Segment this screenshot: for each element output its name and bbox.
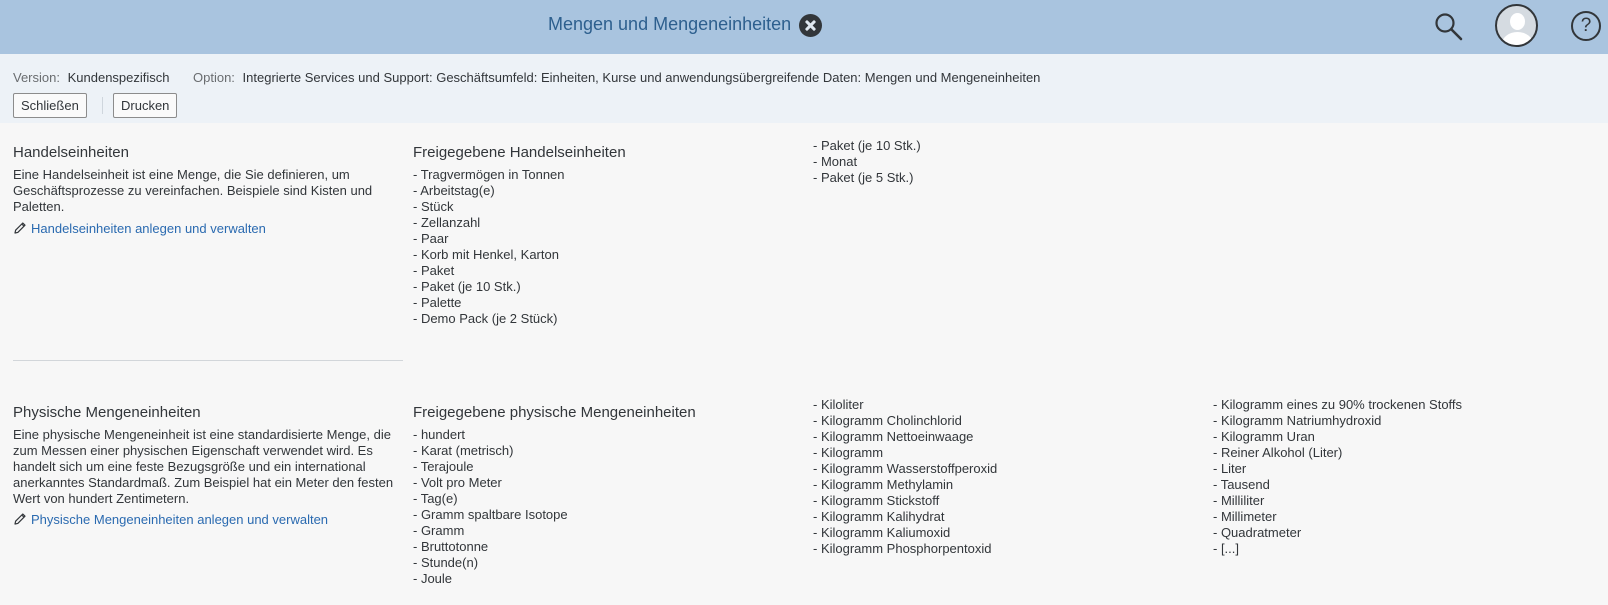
trade-units-description: Eine Handelseinheit ist eine Menge, die Sie definieren, um Geschäftsprozesse zu vereinfachen. Beispiele sind Kisten und Paletten. [13,167,373,214]
physical-units-link[interactable] [13,512,328,527]
unit-list-item: - Kilogramm Phosphorpentoxid [813,541,992,556]
close-icon[interactable] [799,14,822,37]
unit-list-item: - Paket [413,263,455,278]
unit-list-item: - Kilogramm Stickstoff [813,493,940,508]
unit-list-item: - Kilogramm Kalihydrat [813,509,945,524]
unit-list-item: - Reiner Alkohol (Liter) [1213,445,1343,460]
physical-units-list-col3 [1213,397,1462,557]
version-value: Kundenspezifisch [67,70,170,85]
option-info [193,70,1040,85]
unit-list-item: - Arbeitstag(e) [413,183,495,198]
unit-list-item: - Kiloliter [813,397,864,412]
trade-units-list-col2 [813,138,921,186]
unit-list-item: - Paket (je 10 Stk.) [413,279,521,294]
unit-list-item: - Palette [413,295,462,310]
unit-list-item: - Zellanzahl [413,215,481,230]
unit-list-item: - Tag(e) [413,491,458,506]
option-label: Option: [193,70,235,85]
unit-list-item: - [...] [1213,541,1239,556]
unit-list-item: - Liter [1213,461,1247,476]
unit-list-item: - Bruttotonne [413,539,489,554]
unit-list-item: - Paar [413,231,449,246]
unit-list-item: - Monat [813,154,858,169]
trade-units-link-label: Handelseinheiten anlegen und verwalten [31,221,266,236]
unit-list-item: - Korb mit Henkel, Karton [413,247,559,262]
unit-list-item: - Milliliter [1213,493,1265,508]
unit-list-item: - Kilogramm eines zu 90% trockenen Stoffs [1213,397,1463,412]
unit-list-item: - Paket (je 5 Stk.) [813,170,914,185]
physical-units-list-title: Freigegebene physische Mengeneinheiten [413,404,696,421]
version-label: Version: [13,70,60,85]
unit-list-item: - Kilogramm Nettoeinwaage [813,429,974,444]
unit-list-item: - Kilogramm Natriumhydroxid [1213,413,1382,428]
trade-units-list-col1 [413,167,565,327]
trade-units-list-title: Freigegebene Handelseinheiten [413,144,626,161]
unit-list-item: - Tausend [1213,477,1270,492]
unit-list-item: - Terajoule [413,459,474,474]
unit-list-item: - Joule [413,571,453,586]
avatar[interactable] [1495,4,1538,47]
unit-list-item: - hundert [413,427,466,442]
search-icon[interactable] [1434,12,1464,42]
shell-bar [0,0,1608,54]
physical-units-list-col2 [813,397,997,557]
unit-list-item: - Volt pro Meter [413,475,502,490]
unit-list-item: - Gramm [413,523,465,538]
physical-units-title: Physische Mengeneinheiten [13,404,201,421]
physical-units-description: Eine physische Mengeneinheit ist eine standardisierte Menge, die zum Messen einer physischen Eigenschaft verwendet wird. Es handelt sich um eine feste Bezugsgröße und ein international anerkanntes Standardmaß. Zum Beispiel hat ein Meter den festen Wert von hundert Zentimetern. [13,427,394,506]
unit-list-item: - Paket (je 10 Stk.) [813,138,921,153]
unit-list-item: - Tragvermögen in Tonnen [413,167,565,182]
avatar-head [1510,13,1525,30]
unit-list-item: - Kilogramm Wasserstoffperoxid [813,461,998,476]
help-icon[interactable]: ? [1571,11,1601,41]
version-info [13,70,170,85]
trade-units-link[interactable] [13,221,266,236]
unit-list-item: - Stück [413,199,454,214]
close-button[interactable]: Schließen [13,93,87,118]
trade-units-title: Handelseinheiten [13,144,129,161]
pencil-icon [13,512,27,526]
print-button[interactable]: Drucken [113,93,177,118]
unit-list-item: - Kilogramm Uran [1213,429,1315,444]
unit-list-item: - Karat (metrisch) [413,443,514,458]
unit-list-item: - Kilogramm Kaliumoxid [813,525,951,540]
unit-list-item: - Kilogramm [813,445,884,460]
unit-list-item: - Millimeter [1213,509,1277,524]
page-title: Mengen und Mengeneinheiten [548,14,792,34]
unit-list-item: - Demo Pack (je 2 Stück) [413,311,558,326]
unit-list-item: - Gramm spaltbare Isotope [413,507,568,522]
object-header [0,54,1608,123]
physical-units-link-label: Physische Mengeneinheiten anlegen und verwalten [31,512,329,527]
avatar-torso [1502,32,1533,47]
unit-list-item: - Quadratmeter [1213,525,1302,540]
pencil-icon [13,221,27,235]
option-value: Integrierte Services und Support: Geschäftsumfeld: Einheiten, Kurse und anwendungsübergreifende Daten: Mengen und Mengeneinheiten [242,70,1041,85]
unit-list-item: - Kilogramm Cholinchlorid [813,413,962,428]
toolbar-separator [102,97,103,114]
unit-list-item: - Stunde(n) [413,555,479,570]
unit-list-item: - Kilogramm Methylamin [813,477,954,492]
section-divider [13,360,403,361]
physical-units-list-col1 [413,427,568,587]
